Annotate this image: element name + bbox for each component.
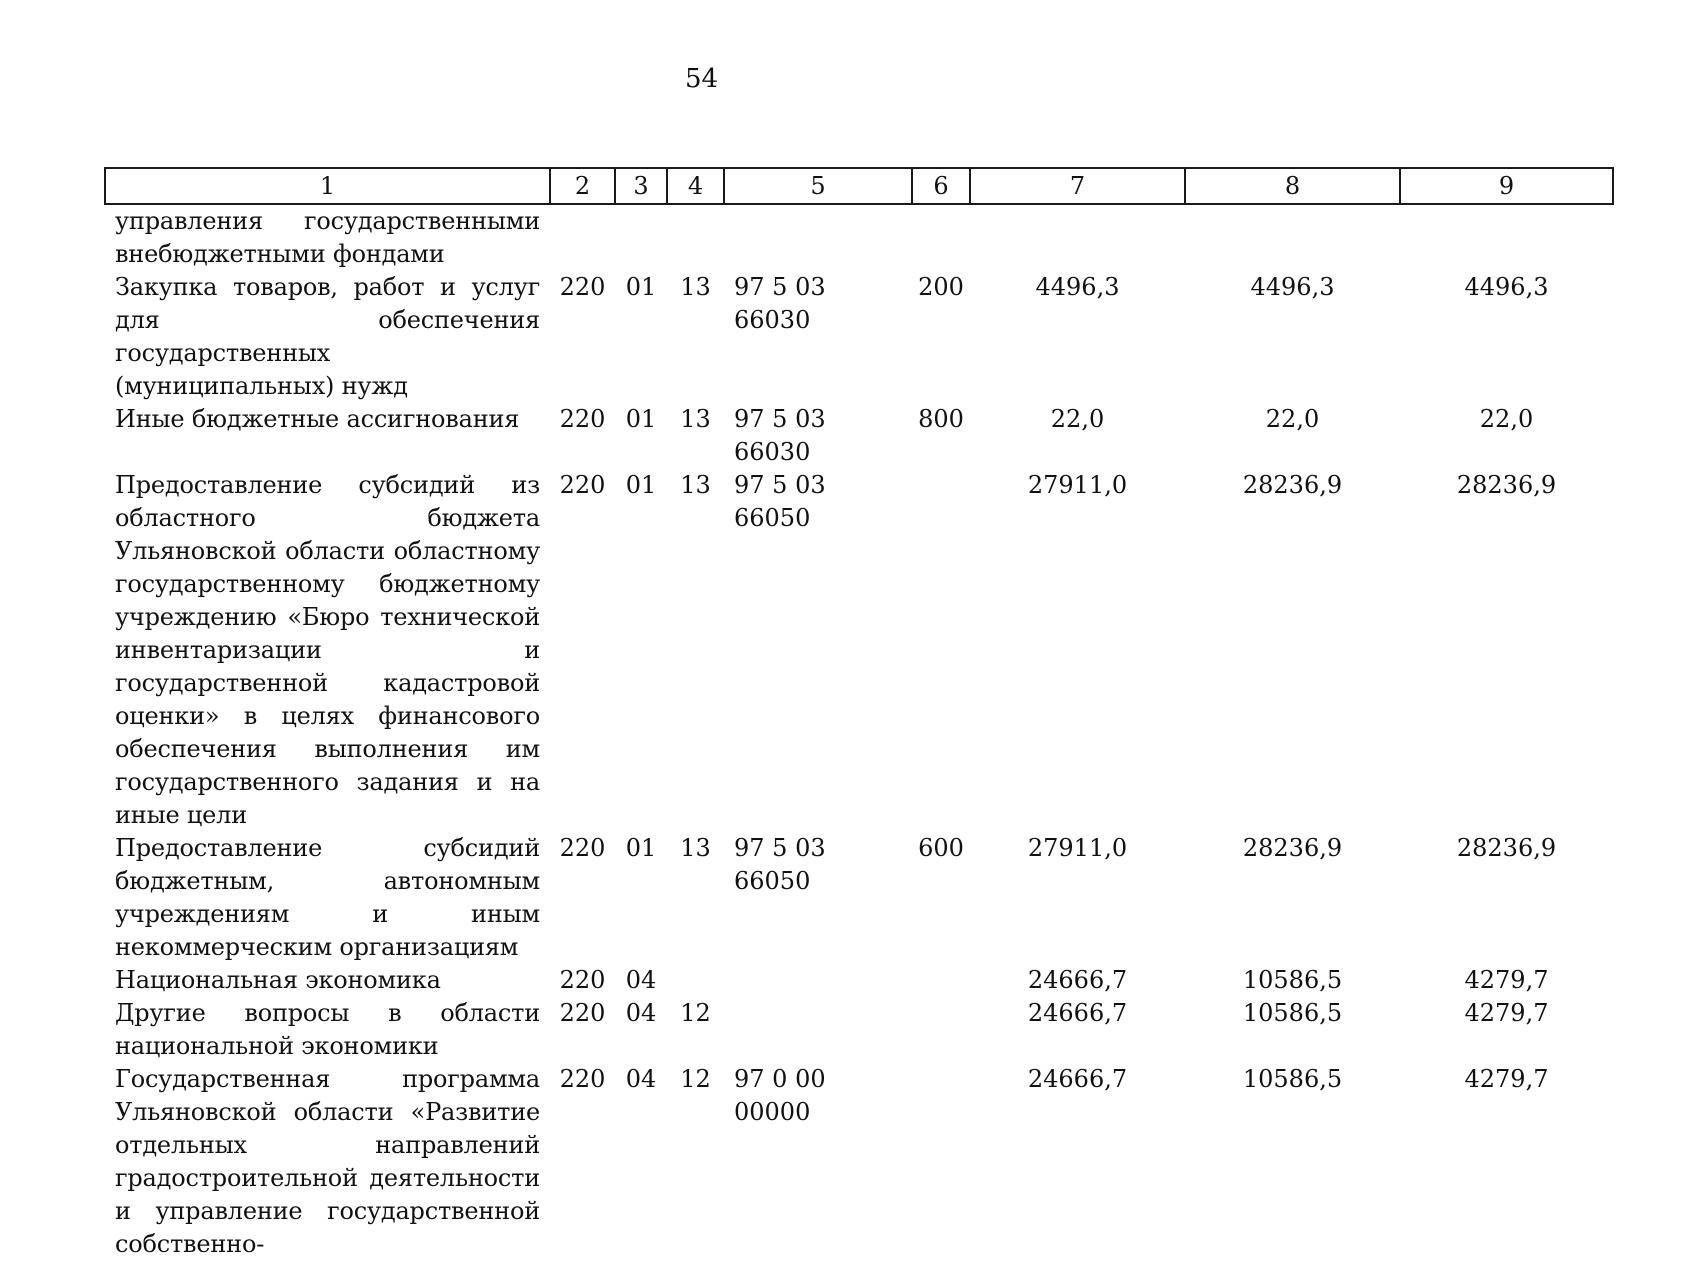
row-value-7: 24666,7 bbox=[1027, 966, 1128, 994]
row-subsection-code bbox=[667, 964, 724, 997]
row-name: Предоставление субсидий из областного бюджета Ульяновской области областному государственному бюджетному учреждению «Бюро технической инвентаризации и государственной кадастровой оценки» в целях финансового обеспечения выполнения им государственного задания и на иные цели bbox=[115, 471, 540, 829]
header-col-9: 9 bbox=[1400, 168, 1613, 204]
row-value-7: 27911,0 bbox=[1027, 834, 1128, 862]
row-value-7: 27911,0 bbox=[1027, 471, 1128, 499]
row-name: Иные бюджетные ассигнования bbox=[115, 405, 520, 433]
row-name: Национальная экономика bbox=[115, 966, 441, 994]
row-value-8: 22,0 bbox=[1265, 405, 1320, 433]
header-col-6: 6 bbox=[912, 168, 970, 204]
budget-table bbox=[104, 167, 1614, 1261]
row-value-8: 10586,5 bbox=[1242, 1065, 1343, 1093]
row-admin-code bbox=[550, 204, 615, 271]
table-row bbox=[105, 997, 1613, 1063]
row-admin-code: 220 bbox=[559, 273, 606, 301]
table-row bbox=[105, 964, 1613, 997]
header-col-8: 8 bbox=[1185, 168, 1400, 204]
row-admin-code: 220 bbox=[559, 834, 606, 862]
row-name: Государственная программа Ульяновской области «Развитие отдельных направлений градостроительной деятельности и управление государственной собственно- bbox=[115, 1065, 540, 1258]
row-name: Другие вопросы в области национальной экономики bbox=[115, 999, 540, 1060]
row-name: Предоставление субсидий бюджетным, автономным учреждениям и иным некоммерческим организациям bbox=[115, 834, 540, 961]
row-value-8: 10586,5 bbox=[1242, 999, 1343, 1027]
row-value-7: 22,0 bbox=[1050, 405, 1105, 433]
table-row bbox=[105, 469, 1613, 832]
row-section-code: 01 bbox=[625, 471, 657, 499]
row-value-7: 4496,3 bbox=[1035, 273, 1120, 301]
row-target-code: 97 0 00 00000 bbox=[734, 1065, 826, 1126]
row-admin-code: 220 bbox=[559, 966, 606, 994]
row-section-code: 01 bbox=[625, 405, 657, 433]
header-col-3: 3 bbox=[615, 168, 667, 204]
row-expense-type: 800 bbox=[918, 405, 964, 433]
row-name: Закупка товаров, работ и услуг для обеспечения государственных (муниципальных) нужд bbox=[115, 273, 540, 400]
row-subsection-code: 13 bbox=[680, 834, 711, 862]
row-value-9 bbox=[1400, 204, 1613, 271]
row-section-code: 04 bbox=[625, 999, 657, 1027]
header-row bbox=[105, 168, 1613, 204]
row-value-8: 28236,9 bbox=[1242, 471, 1343, 499]
row-target-code: 97 5 03 66030 bbox=[734, 405, 826, 466]
row-expense-type: 200 bbox=[918, 273, 964, 301]
header-col-5: 5 bbox=[724, 168, 912, 204]
row-value-8: 4496,3 bbox=[1250, 273, 1335, 301]
table-row bbox=[105, 204, 1613, 271]
row-expense-type bbox=[912, 997, 970, 1063]
row-value-9: 22,0 bbox=[1479, 405, 1534, 433]
row-target-code bbox=[724, 964, 912, 997]
row-subsection-code: 12 bbox=[680, 1065, 711, 1093]
row-value-8: 10586,5 bbox=[1242, 966, 1343, 994]
row-value-9: 4279,7 bbox=[1464, 999, 1549, 1027]
row-section-code: 04 bbox=[625, 966, 657, 994]
row-value-7: 24666,7 bbox=[1027, 1065, 1128, 1093]
row-admin-code: 220 bbox=[559, 405, 606, 433]
row-value-7 bbox=[970, 204, 1185, 271]
row-target-code bbox=[724, 204, 912, 271]
row-expense-type bbox=[912, 204, 970, 271]
row-admin-code: 220 bbox=[559, 471, 606, 499]
row-value-9: 4496,3 bbox=[1464, 273, 1549, 301]
row-value-9: 4279,7 bbox=[1464, 966, 1549, 994]
row-target-code: 97 5 03 66030 bbox=[734, 273, 826, 334]
row-subsection-code bbox=[667, 204, 724, 271]
row-value-8: 28236,9 bbox=[1242, 834, 1343, 862]
row-subsection-code: 13 bbox=[680, 273, 711, 301]
page-number: 54 bbox=[684, 64, 719, 94]
row-subsection-code: 12 bbox=[680, 999, 711, 1027]
header-col-2: 2 bbox=[550, 168, 615, 204]
row-value-9: 4279,7 bbox=[1464, 1065, 1549, 1093]
row-value-8 bbox=[1185, 204, 1400, 271]
table-row bbox=[105, 1063, 1613, 1261]
row-expense-type bbox=[912, 469, 970, 832]
row-admin-code: 220 bbox=[559, 1065, 606, 1093]
row-target-code: 97 5 03 66050 bbox=[734, 471, 826, 532]
row-section-code: 01 bbox=[625, 834, 657, 862]
row-expense-type bbox=[912, 1063, 970, 1261]
row-value-9: 28236,9 bbox=[1456, 471, 1557, 499]
table-row bbox=[105, 403, 1613, 469]
header-col-1: 1 bbox=[105, 168, 550, 204]
row-section-code bbox=[615, 204, 667, 271]
row-target-code bbox=[724, 997, 912, 1063]
row-expense-type: 600 bbox=[918, 834, 964, 862]
row-subsection-code: 13 bbox=[680, 471, 711, 499]
row-expense-type bbox=[912, 964, 970, 997]
row-subsection-code: 13 bbox=[680, 405, 711, 433]
header-col-4: 4 bbox=[667, 168, 724, 204]
row-value-9: 28236,9 bbox=[1456, 834, 1557, 862]
row-value-7: 24666,7 bbox=[1027, 999, 1128, 1027]
row-section-code: 04 bbox=[625, 1065, 657, 1093]
table-row bbox=[105, 271, 1613, 403]
row-admin-code: 220 bbox=[559, 999, 606, 1027]
row-name: управления государственными внебюджетными фондами bbox=[115, 207, 540, 268]
row-section-code: 01 bbox=[625, 273, 657, 301]
header-col-7: 7 bbox=[970, 168, 1185, 204]
table-row bbox=[105, 832, 1613, 964]
row-target-code: 97 5 03 66050 bbox=[734, 834, 826, 895]
